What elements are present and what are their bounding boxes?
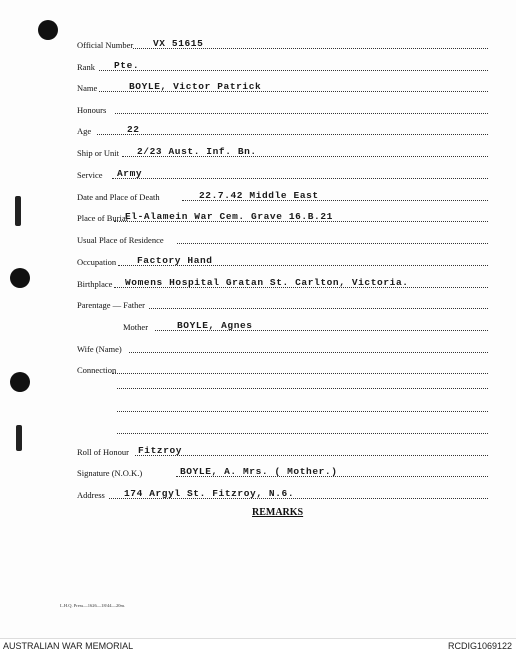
field-value: VX 51615: [153, 38, 204, 49]
field-value: 22: [127, 124, 140, 135]
dotted-leader: [112, 373, 488, 374]
field-value: Womens Hospital Gratan St. Carlton, Victoria.: [125, 277, 409, 288]
punch-hole: [10, 268, 30, 288]
clip-mark: [15, 196, 21, 226]
field-label: Honours: [77, 105, 107, 115]
dotted-leader: [177, 243, 488, 244]
field-label: Parentage — Father: [77, 300, 145, 310]
connection-line: [117, 433, 488, 434]
form-row: [77, 340, 488, 354]
field-value: 2/23 Aust. Inf. Bn.: [137, 146, 257, 157]
dotted-leader: [149, 308, 488, 309]
footer-record-id: RCDIG1069122: [447, 641, 512, 651]
field-label: Roll of Honour: [77, 447, 129, 457]
form-row: [77, 296, 488, 310]
field-label: Birthplace: [77, 279, 113, 289]
field-label: Rank: [77, 62, 95, 72]
form-row: [77, 36, 488, 50]
form-row: [77, 79, 488, 93]
connection-line: [117, 388, 488, 389]
form-row: [77, 166, 488, 180]
field-label: Connection: [77, 365, 117, 375]
field-label: Age: [77, 126, 92, 136]
form-row: [77, 209, 488, 223]
field-value: Army: [117, 168, 143, 179]
field-value: El-Alamein War Cem. Grave 16.B.21: [125, 211, 333, 222]
archive-footer: [0, 638, 516, 653]
remarks-heading: REMARKS: [252, 507, 304, 518]
form-row: [77, 318, 488, 332]
field-value: 22.7.42 Middle East: [199, 190, 319, 201]
form-row: [77, 486, 488, 500]
field-label: Place of Burial: [77, 213, 128, 223]
punch-hole: [10, 372, 30, 392]
footer-institution: AUSTRALIAN WAR MEMORIAL: [3, 641, 134, 651]
field-label: Signature (N.O.K.): [77, 468, 143, 478]
form-row: [77, 144, 488, 158]
printer-imprint: L.H.Q. Press—1626—18/44—20m.: [60, 603, 126, 608]
field-value: BOYLE, Agnes: [177, 320, 253, 331]
dotted-leader: [129, 352, 488, 353]
field-label: Name: [77, 83, 98, 93]
dotted-leader: [112, 178, 488, 179]
field-value: Pte.: [114, 60, 140, 71]
field-label: Address: [77, 490, 105, 500]
field-label: Service: [77, 170, 103, 180]
dotted-leader: [99, 70, 488, 71]
form-row: [77, 122, 488, 136]
form-row: [77, 361, 488, 375]
form-row: [77, 253, 488, 267]
dotted-leader: [115, 113, 488, 114]
field-value: Factory Hand: [137, 255, 213, 266]
dotted-leader: [97, 134, 488, 135]
connection-line: [117, 411, 488, 412]
form-row: [77, 58, 488, 72]
field-value: BOYLE, A. Mrs. ( Mother.): [180, 466, 338, 477]
field-label: Date and Place of Death: [77, 192, 160, 202]
form-row: [77, 275, 488, 289]
field-value: 174 Argyl St. Fitzroy, N.6.: [124, 488, 295, 499]
field-label: Occupation: [77, 257, 117, 267]
field-value: Fitzroy: [138, 445, 183, 456]
form-row: [77, 443, 488, 457]
field-label: Wife (Name): [77, 344, 122, 354]
field-label: Official Number: [77, 40, 134, 50]
form-row: [77, 231, 488, 245]
dotted-leader: [135, 455, 488, 456]
form-row: [77, 464, 488, 478]
punch-hole: [38, 20, 58, 40]
form-row: [77, 101, 488, 115]
field-label: Ship or Unit: [77, 148, 120, 158]
field-label: Mother: [123, 322, 149, 332]
field-label: Usual Place of Residence: [77, 235, 164, 245]
form-row: [77, 188, 488, 202]
field-value: BOYLE, Victor Patrick: [129, 81, 262, 92]
clip-mark: [16, 425, 22, 451]
